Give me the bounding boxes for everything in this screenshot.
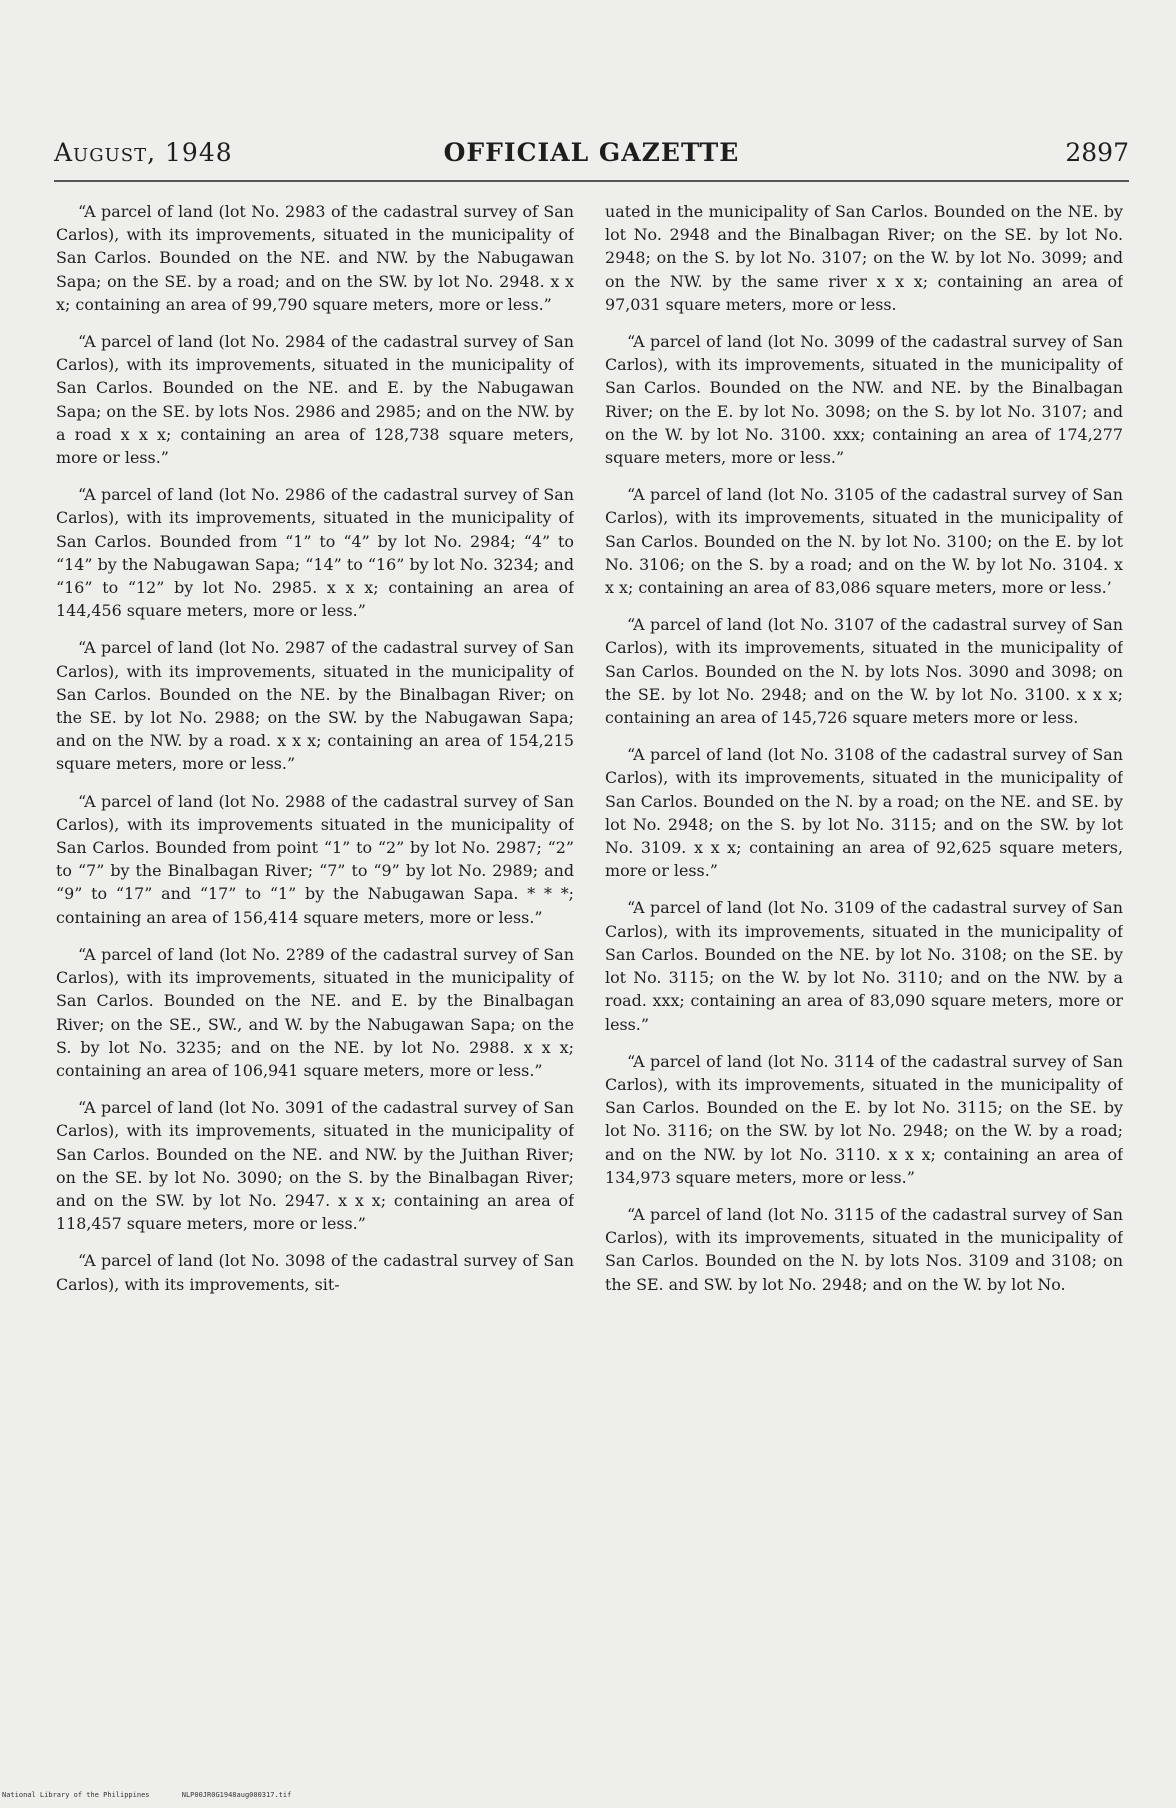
paragraph: “A parcel of land (lot No. 2?89 of the cadastral survey of San Carlos), with its improvements, situated in the municipality of San Carlos. Bounded on the NE. and E. by the Binalbagan River; on the SE., SW., and W. by the Nabugawan Sapa; on the S. by lot No. 3235; and on the NE. by lot No. 2988. x x x; containing an area of 106,941 square meters, more or less.” [56, 944, 574, 1080]
left-column [56, 200, 574, 1640]
page-header [54, 138, 1129, 178]
paragraph: “A parcel of land (lot No. 2987 of the cadastral survey of San Carlos), with its improvements, situated in the municipality of San Carlos. Bounded on the NE. by the Binalbagan River; on the SE. by lot No. 2988; on the SW. by the Nabugawan Sapa; and on the NW. by a road. x x x; containing an area of 154,215 square meters, more or less.” [56, 638, 574, 774]
paragraph: “A parcel of land (lot No. 3099 of the cadastral survey of San Carlos), with its improvements, situated in the municipality of San Carlos. Bounded on the NW. and NE. by the Binalbagan River; on the E. by lot No. 3098; on the S. by lot No. 3107; and on the W. by lot No. 3100. xxx; containing an area of 174,277 square meters, more or less.” [605, 332, 1123, 468]
paragraph: “A parcel of land (lot No. 3115 of the cadastral survey of San Carlos), with its improvements, situated in the municipality of San Carlos. Bounded on the N. by lots Nos. 3109 and 3108; on the SE. and SW. by lot No. 2948; and on the W. by lot No. [605, 1204, 1123, 1294]
paragraph: “A parcel of land (lot No. 3114 of the cadastral survey of San Carlos), with its improvements, situated in the municipality of San Carlos. Bounded on the E. by lot No. 3115; on the SE. by lot No. 3116; on the SW. by lot No. 2948; on the W. by a road; and on the NW. by lot No. 3110. x x x; containing an area of 134,973 square meters, more or less.” [605, 1051, 1123, 1187]
header-rule [54, 180, 1129, 182]
page-number: 2897 [1065, 138, 1129, 167]
file-id: NLP00JR0G1948aug000317.tif [181, 1791, 292, 1799]
paragraph: “A parcel of land (lot No. 3109 of the cadastral survey of San Carlos), with its improvements, situated in the municipality of San Carlos. Bounded on the NE. by lot No. 3108; on the SE. by lot No. 3115; on the W. by lot No. 3110; and on the NW. by a road. xxx; containing an area of 83,090 square meters, more or less.” [605, 898, 1123, 1034]
paragraph: “A parcel of land (lot No. 2984 of the cadastral survey of San Carlos), with its improvements, situated in the municipality of San Carlos. Bounded on the NE. and E. by the Nabugawan Sapa; on the SE. by lots Nos. 2986 and 2985; and on the NW. by a road x x x; containing an area of 128,738 square meters, more or less.” [56, 332, 574, 468]
paragraph: “A parcel of land (lot No. 3098 of the cadastral survey of San Carlos), with its improvements, sit- [56, 1251, 574, 1294]
paragraph: “A parcel of land (lot No. 2986 of the cadastral survey of San Carlos), with its improvements, situated in the municipality of San Carlos. Bounded from “1” to “4” by lot No. 2984; “4” to “14” by the Nabugawan Sapa; “14” to “16” by lot No. 3234; and “16” to “12” by lot No. 2985. x x x; containing an area of 144,456 square meters, more or less.” [56, 485, 574, 621]
header-date: August, 1948 [54, 138, 233, 167]
paragraph-continuation: uated in the municipality of San Carlos. Bounded on the NE. by lot No. 2948 and the Binalbagan River; on the SE. by lot No. 2948; on the S. by lot No. 3107; on the W. by lot No. 3099; and on the NW. by the same river x x x; containing an area of 97,031 square meters, more or less. [605, 202, 1123, 314]
paragraph: “A parcel of land (lot No. 3105 of the cadastral survey of San Carlos), with its improvements, situated in the municipality of San Carlos. Bounded on the N. by lot No. 3100; on the E. by lot No. 3106; on the S. by a road; and on the W. by lot No. 3104. x x x; containing an area of 83,086 square meters, more or less.’ [605, 485, 1123, 598]
paragraph: “A parcel of land (lot No. 3108 of the cadastral survey of San Carlos), with its improvements, situated in the municipality of San Carlos. Bounded on the N. by a road; on the NE. and SE. by lot No. 2948; on the S. by lot No. 3115; and on the SW. by lot No. 3109. x x x; containing an area of 92,625 square meters, more or less.” [605, 745, 1123, 881]
library-credit: National Library of the Philippines [2, 1791, 150, 1799]
scan-footer [2, 1791, 319, 1799]
paragraph: “A parcel of land (lot No. 2988 of the cadastral survey of San Carlos), with its improvements situated in the municipality of San Carlos. Bounded from point “1” to “2” by lot No. 2987; “2” to “7” by the Binalbagan River; “7” to “9” by lot No. 2989; and “9” to “17” and “17” to “1” by the Nabugawan Sapa. * * *; containing an area of 156,414 square meters, more or less.” [56, 791, 574, 927]
publication-title: OFFICIAL GAZETTE [443, 138, 740, 167]
paragraph: “A parcel of land (lot No. 3091 of the cadastral survey of San Carlos), with its improvements, situated in the municipality of San Carlos. Bounded on the NE. and NW. by the Juithan River; on the SE. by lot No. 3090; on the S. by the Binalbagan River; and on the SW. by lot No. 2947. x x x; containing an area of 118,457 square meters, more or less.” [56, 1098, 574, 1234]
paragraph: “A parcel of land (lot No. 3107 of the cadastral survey of San Carlos), with its improvements, situated in the municipality of San Carlos. Bounded on the N. by lots Nos. 3090 and 3098; on the SE. by lot No. 2948; and on the W. by lot No. 3100. x x x; containing an area of 145,726 square meters more or less. [605, 615, 1123, 728]
right-column [605, 200, 1123, 1640]
paragraph: “A parcel of land (lot No. 2983 of the cadastral survey of San Carlos), with its improvements, situated in the municipality of San Carlos. Bounded on the NE. and NW. by the Nabugawan Sapa; on the SE. by a road; and on the SW. by lot No. 2948. x x x; containing an area of 99,790 square meters, more or less.” [56, 202, 574, 314]
